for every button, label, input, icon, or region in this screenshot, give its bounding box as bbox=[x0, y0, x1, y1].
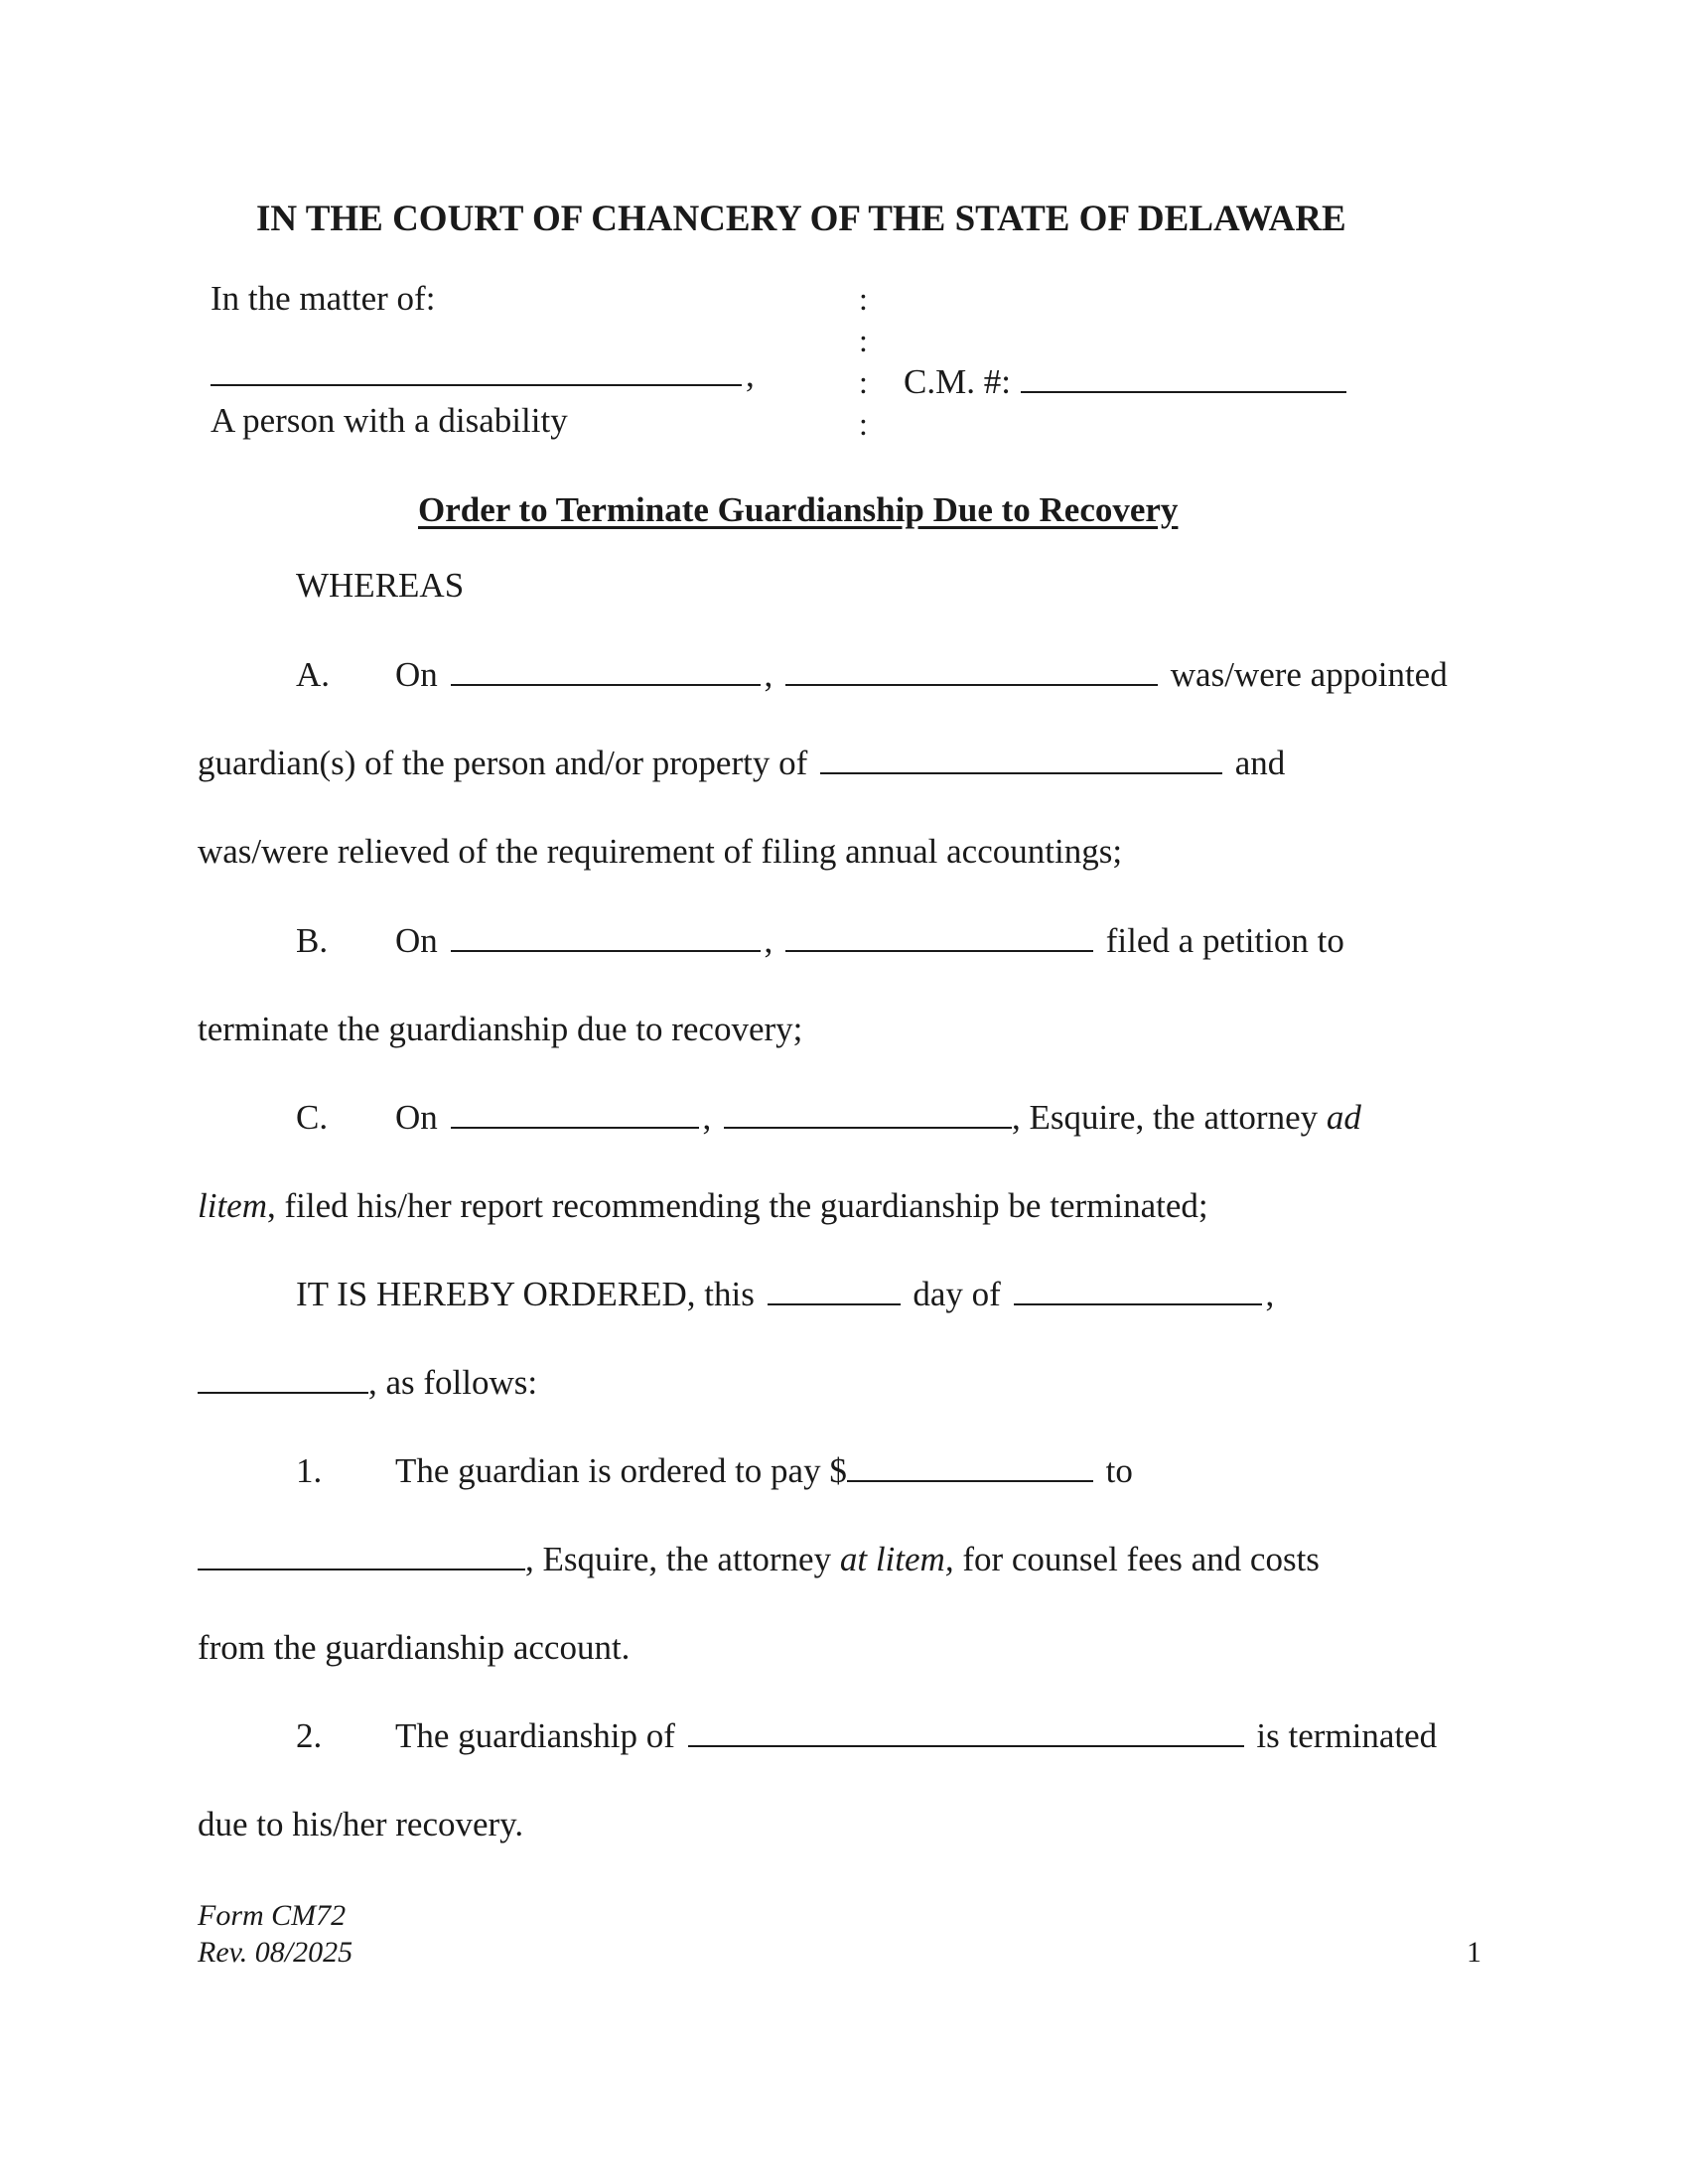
person-name-line bbox=[211, 357, 755, 392]
on-text: On bbox=[395, 921, 438, 960]
document-title: Order to Terminate Guardianship Due to Recovery bbox=[418, 490, 1179, 529]
paragraph-b-line2: terminate the guardianship due to recovery; bbox=[198, 1010, 803, 1048]
on-text: On bbox=[395, 655, 438, 694]
esquire-text: , Esquire, the attorney bbox=[1012, 1098, 1319, 1137]
cm-number-line bbox=[904, 364, 1350, 399]
court-heading: IN THE COURT OF CHANCERY OF THE STATE OF DELAWARE bbox=[256, 199, 1346, 239]
guardian-of-text: guardian(s) of the person and/or property of bbox=[198, 744, 808, 782]
paragraph-c-line2 bbox=[198, 1188, 1208, 1223]
petitioner-name-blank[interactable] bbox=[785, 924, 1093, 952]
paragraph-a-letter: A. bbox=[296, 655, 331, 694]
cm-number-label: C.M. #: bbox=[904, 362, 1011, 401]
petition-date-blank[interactable] bbox=[451, 924, 761, 952]
item-2-number: 2. bbox=[296, 1716, 323, 1755]
paragraph-c-line1 bbox=[395, 1100, 1361, 1135]
appointed-text: was/were appointed bbox=[1170, 655, 1448, 694]
fees-text: for counsel fees and costs bbox=[962, 1540, 1320, 1578]
whereas-label: WHEREAS bbox=[296, 566, 465, 605]
caption-colon-2: : bbox=[859, 323, 868, 358]
guardian-name-blank[interactable] bbox=[785, 658, 1158, 686]
esquire-text: , Esquire, the attorney bbox=[525, 1540, 832, 1578]
ward-name-blank-2[interactable] bbox=[688, 1719, 1244, 1747]
ordered-line1 bbox=[296, 1277, 1274, 1311]
paragraph-a-line1 bbox=[395, 657, 1448, 692]
to-text: to bbox=[1105, 1451, 1133, 1490]
form-number: Form CM72 bbox=[198, 1899, 347, 1932]
report-date-blank[interactable] bbox=[451, 1101, 699, 1129]
comma-text: , bbox=[764, 655, 774, 694]
ordered-line2 bbox=[198, 1365, 537, 1400]
person-name-blank[interactable] bbox=[211, 358, 742, 386]
comma-text: , bbox=[764, 921, 774, 960]
paragraph-a-line3: was/were relieved of the requirement of filing annual accountings; bbox=[198, 832, 1123, 871]
day-of-text: day of bbox=[913, 1275, 1001, 1313]
item-1-line3: from the guardianship account. bbox=[198, 1628, 631, 1667]
caption-colon-4: : bbox=[859, 406, 868, 442]
at-litem-text: at litem, bbox=[839, 1540, 954, 1578]
as-follows-text: , as follows: bbox=[368, 1363, 538, 1402]
attorney-ad-litem-blank[interactable] bbox=[724, 1101, 1012, 1129]
paragraph-c-letter: C. bbox=[296, 1098, 329, 1137]
item-2-line1 bbox=[395, 1718, 1437, 1753]
page-number: 1 bbox=[1467, 1936, 1481, 1969]
in-matter-of-label: In the matter of: bbox=[211, 279, 436, 318]
fee-amount-blank[interactable] bbox=[847, 1454, 1093, 1482]
ordered-text: IT IS HEREBY ORDERED, this bbox=[296, 1275, 755, 1313]
litem-text: litem bbox=[198, 1186, 267, 1225]
cm-number-blank[interactable] bbox=[1021, 365, 1346, 393]
ad-text: ad bbox=[1326, 1098, 1361, 1137]
filed-petition-text: filed a petition to bbox=[1105, 921, 1344, 960]
and-text: and bbox=[1234, 744, 1286, 782]
terminated-text: is terminated bbox=[1256, 1716, 1438, 1755]
ward-name-blank[interactable] bbox=[820, 747, 1222, 774]
caption-comma: , bbox=[746, 355, 755, 394]
comma-text: , bbox=[702, 1098, 712, 1137]
attorney-name-blank[interactable] bbox=[198, 1543, 525, 1570]
person-disability-label: A person with a disability bbox=[211, 401, 568, 440]
pay-text: The guardian is ordered to pay $ bbox=[395, 1451, 847, 1490]
appointment-date-blank[interactable] bbox=[451, 658, 761, 686]
on-text: On bbox=[395, 1098, 438, 1137]
item-1-line1 bbox=[395, 1453, 1133, 1488]
paragraph-b-letter: B. bbox=[296, 921, 329, 960]
caption-colon-3: : bbox=[859, 364, 868, 400]
order-year-blank[interactable] bbox=[198, 1366, 368, 1394]
paragraph-b-line1 bbox=[395, 923, 1344, 958]
item-2-line2: due to his/her recovery. bbox=[198, 1805, 524, 1843]
revision-date: Rev. 08/2025 bbox=[198, 1936, 353, 1969]
paragraph-a-line2 bbox=[198, 746, 1285, 780]
report-text: , filed his/her report recommending the guardianship be terminated; bbox=[266, 1186, 1208, 1225]
order-month-blank[interactable] bbox=[1014, 1278, 1262, 1305]
comma-text: , bbox=[1265, 1275, 1275, 1313]
item-1-number: 1. bbox=[296, 1451, 323, 1490]
order-day-blank[interactable] bbox=[768, 1278, 901, 1305]
item-1-line2 bbox=[198, 1542, 1320, 1576]
caption-colon-1: : bbox=[859, 281, 868, 317]
guardianship-of-text: The guardianship of bbox=[395, 1716, 675, 1755]
